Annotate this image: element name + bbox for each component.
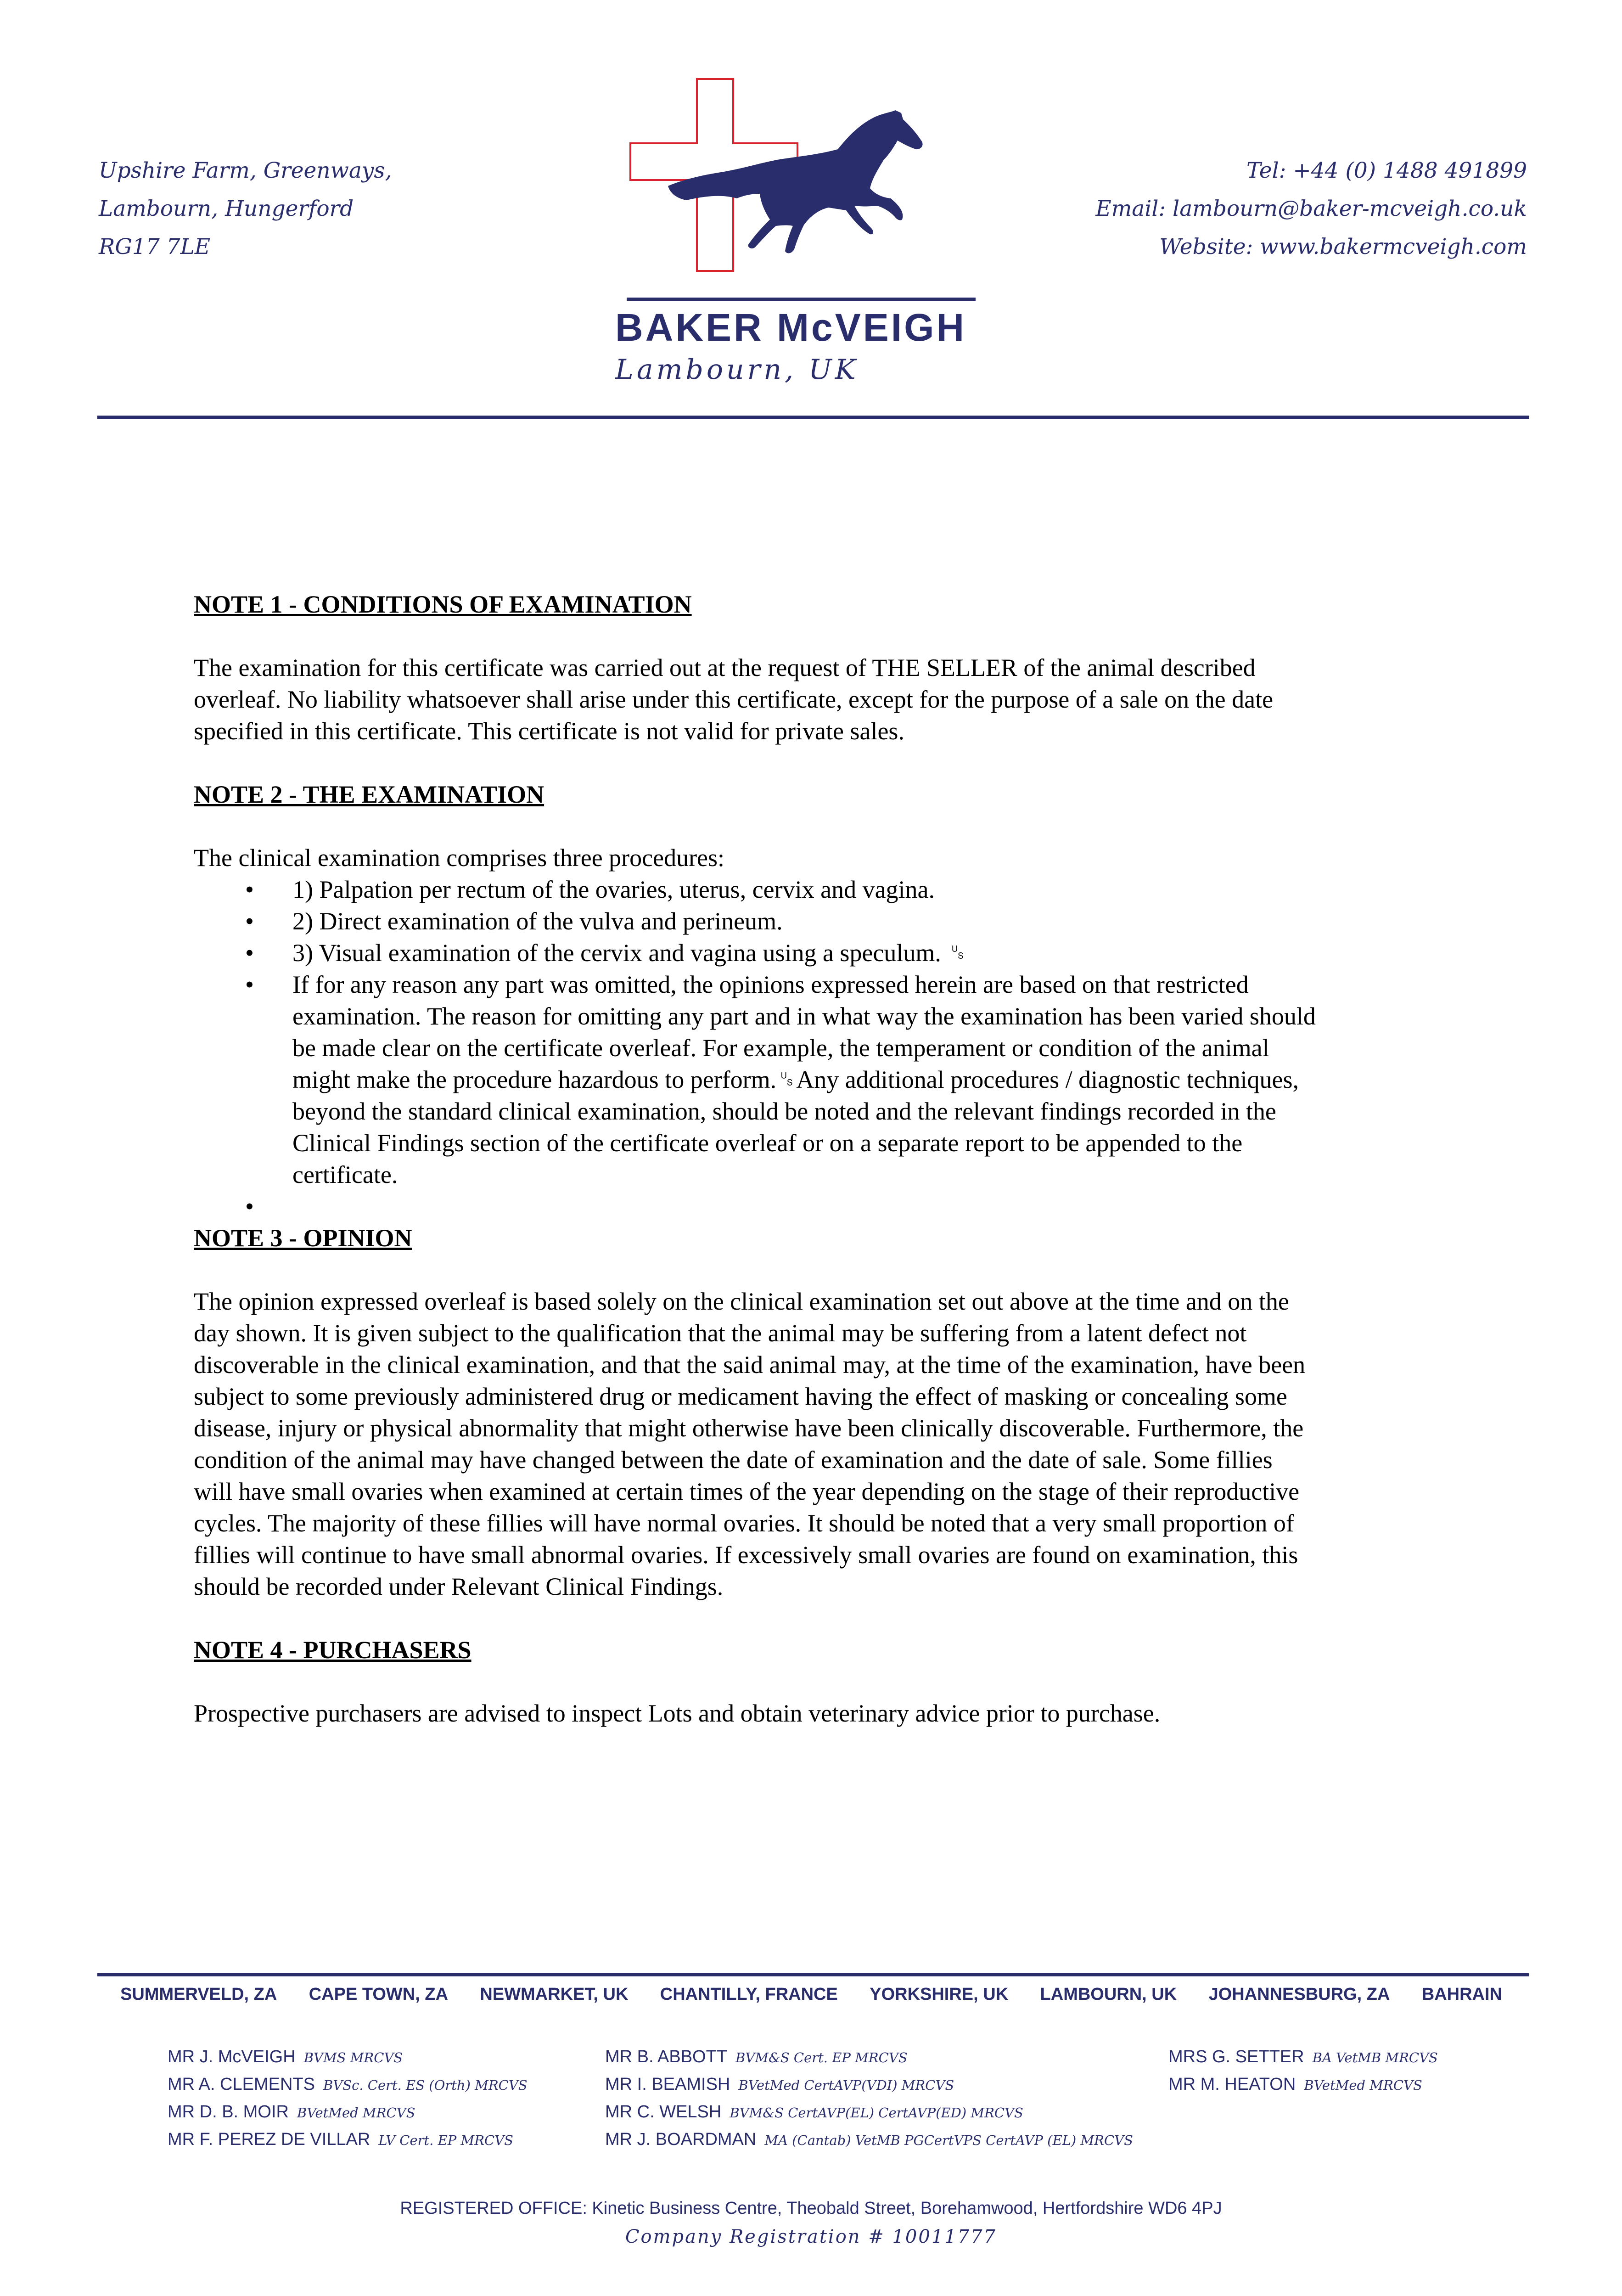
office-item: BAHRAIN [1421, 1985, 1502, 2004]
staff-member: MR I. BEAMISH BVetMed CertAVP(VDI) MRCVS [605, 2075, 954, 2094]
logo-underline [627, 298, 976, 301]
bullet-icon: • [245, 971, 254, 998]
list-item [194, 1191, 1433, 1222]
list-item: • 1) Palpation per rectum of the ovaries, uterus, cervix and vagina. [194, 874, 1433, 906]
logo-horse-cross-icon [627, 73, 976, 321]
note4-paragraph: Prospective purchasers are advised to inspect Lots and obtain veterinary advice prior to purchase. [194, 1699, 1161, 1727]
note2-intro: The clinical examination comprises three procedures: [194, 844, 725, 872]
note1-paragraph [194, 652, 1433, 747]
office-item: SUMMERVELD, ZA [120, 1985, 277, 2004]
staff-column-2 [605, 2043, 1133, 2154]
brand-name: BAKER McVEIGH [615, 306, 967, 349]
bullet-icon: • [245, 1193, 254, 1220]
company-contact [1095, 152, 1527, 266]
note1-heading: NOTE 1 - CONDITIONS OF EXAMINATION [194, 591, 692, 618]
spacer [194, 1254, 1433, 1286]
notes-body [194, 589, 1433, 1729]
brand-location: Lambourn, UK [615, 354, 859, 386]
office-locations [120, 1985, 1502, 2004]
contact-phone: Tel: +44 (0) 1488 491899 [1246, 158, 1527, 183]
staff-member: MR A. CLEMENTS BVSc. Cert. ES (Orth) MRCVS [168, 2075, 528, 2094]
staff-member: MR B. ABBOTT BVM&S Cert. EP MRCVS [605, 2047, 908, 2066]
office-item: LAMBOURN, UK [1040, 1985, 1177, 2004]
staff-column-3 [1168, 2043, 1438, 2099]
spacer [194, 810, 1433, 842]
address-line: RG17 7LE [99, 234, 211, 259]
office-item: CAPE TOWN, ZA [309, 1985, 449, 2004]
procedure-list [194, 874, 1433, 1222]
footer-divider [97, 1973, 1529, 1976]
list-item: • 3) Visual examination of the cervix and vagina using a speculum. ␟ [194, 937, 1433, 969]
office-item: CHANTILLY, FRANCE [660, 1985, 838, 2004]
registered-office: REGISTERED OFFICE: Kinetic Business Centre, Theobald Street, Borehamwood, Hertfordshire WD6 4PJ [400, 2199, 1222, 2218]
bullet-icon: • [245, 876, 254, 903]
header-divider [97, 416, 1529, 419]
note2-heading: NOTE 2 - THE EXAMINATION [194, 781, 544, 808]
note4-heading: NOTE 4 - PURCHASERS [194, 1636, 471, 1664]
staff-member: MRS G. SETTER BA VetMB MRCVS [1168, 2047, 1438, 2066]
staff-member: MR J. McVEIGH BVMS MRCVS [168, 2047, 403, 2066]
staff-column-1 [168, 2043, 528, 2154]
spacer [194, 1603, 1433, 1634]
list-item: • If for any reason any part was omitted, the opinions expressed herein are based on that restricted examination. The reason for omitting any part and in what way the examination has been varied should be made clear on the certificate overleaf. For example, the temperament or condition of the animal might make the procedure hazardous to perform.␟Any additional procedures / diagnostic techniques, beyond the standard clinical examination, should be noted and the relevant findings recorded in the Clinical Findings section of the certificate overleaf or on a separate report to be appended to the certificate. [194, 969, 1433, 1191]
text-line: specified in this certificate. This certificate is not valid for private sales. [194, 717, 904, 745]
bullet-icon: • [245, 939, 254, 967]
staff-member: MR D. B. MOIR BVetMed MRCVS [168, 2102, 415, 2122]
company-registration: Company Registration # 10011777 [625, 2226, 997, 2247]
staff-member: MR M. HEATON BVetMed MRCVS [1168, 2075, 1422, 2094]
staff-member: MR C. WELSH BVM&S CertAVP(EL) CertAVP(ED) MRCVS [605, 2102, 1023, 2122]
office-item: YORKSHIRE, UK [870, 1985, 1009, 2004]
company-address [99, 152, 392, 266]
bullet-icon: • [245, 907, 254, 935]
address-line: Upshire Farm, Greenways, [99, 158, 392, 183]
staff-member: MR J. BOARDMAN MA (Cantab) VetMB PGCertVPS CertAVP (EL) MRCVS [605, 2130, 1133, 2149]
spacer [194, 747, 1433, 779]
contact-email: Email: lambourn@baker-mcveigh.co.uk [1095, 196, 1527, 221]
staff-member: MR F. PEREZ DE VILLAR LV Cert. EP MRCVS [168, 2130, 514, 2149]
text-line: overleaf. No liability whatsoever shall arise under this certificate, except for the purpose of a sale on the date [194, 686, 1274, 713]
contact-website: Website: www.bakermcveigh.com [1159, 234, 1527, 259]
office-item: JOHANNESBURG, ZA [1208, 1985, 1390, 2004]
note3-heading: NOTE 3 - OPINION [194, 1224, 412, 1252]
note3-paragraph: The opinion expressed overleaf is based solely on the clinical examination set out above at the time and on the day shown. It is given subject to the qualification that the animal may be suffering from a latent defect not discoverable in the clinical examination, and that the said animal may, at the time of the examination, have been subject to some previously administered drug or medicament having the effect of masking or concealing some disease, injury or physical abnormality that might otherwise have been clinically discoverable. Furthermore, the condition of the animal may have changed between the date of examination and the date of sale. Some fillies will have small ovaries when examined at certain times of the year depending on the stage of their reproductive cycles. The majority of these fillies will have normal ovaries. It should be noted that a very small proportion of fillies will continue to have small abnormal ovaries. If excessively small ovaries are found on examination, this should be recorded under Relevant Clinical Findings. [194, 1288, 1306, 1600]
spacer [194, 1666, 1433, 1698]
text-line: The examination for this certificate was carried out at the request of THE SELLER of the animal described [194, 654, 1256, 681]
list-item: • 2) Direct examination of the vulva and perineum. [194, 906, 1433, 937]
office-item: NEWMARKET, UK [480, 1985, 629, 2004]
spacer [194, 620, 1433, 652]
address-line: Lambourn, Hungerford [99, 196, 354, 221]
